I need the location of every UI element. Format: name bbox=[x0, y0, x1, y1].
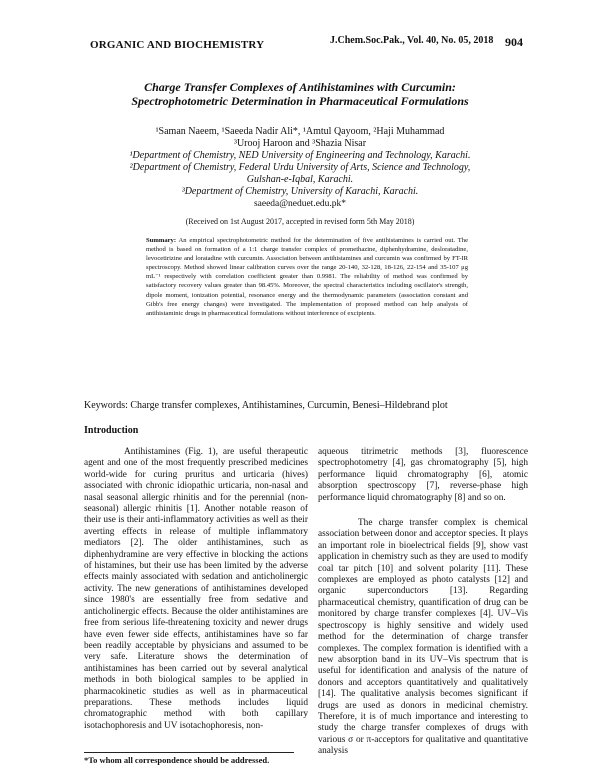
authors-line-1: ¹Saman Naeem, ¹Saeeda Nadir Ali*, ¹Amtul Qayoom, ²Haji Muhammad bbox=[155, 126, 445, 137]
title-line-2: Spectrophotometric Determination in Pharmaceutical Formulations bbox=[131, 94, 469, 108]
introduction-heading: Introduction bbox=[84, 425, 139, 436]
right-column bbox=[318, 447, 528, 758]
footnote-rule bbox=[84, 752, 294, 753]
paper-title bbox=[80, 80, 520, 108]
corresponding-email: saeeda@neduet.edu.pk* bbox=[253, 199, 347, 209]
abstract bbox=[146, 236, 468, 318]
affiliations bbox=[80, 150, 520, 198]
author-list bbox=[80, 126, 520, 150]
intro-paragraph-1-cont: aqueous titrimetric methods [3], fluorescence spectrophotometry [4], gas chromatography [5], high performance liquid chromatography [6], atomic absorption spectroscopy [7], reverse-phase high performance liquid chromatography [8] and so on. bbox=[318, 447, 528, 503]
title-line-1: Charge Transfer Complexes of Antihistamines with Curcumin: bbox=[144, 80, 456, 94]
left-column bbox=[84, 447, 308, 732]
affiliation-3: ³Department of Chemistry, University of Karachi, Karachi. bbox=[181, 186, 419, 197]
section-header: ORGANIC AND BIOCHEMISTRY bbox=[90, 39, 265, 51]
journal-citation: J.Chem.Soc.Pak., Vol. 40, No. 05, 2018 bbox=[330, 35, 494, 46]
affiliation-2: ²Department of Chemistry, Federal Urdu University of Arts, Science and Technology, bbox=[129, 162, 471, 173]
abstract-text: An empirical spectrophotometric method for the determination of five antihistamines is carried out. The method is based on formation of a 1:1 charge transfer complex of promethazine, diphenhydramine, desloratadine, levocetirizine and loratadine with curcumin. Association between antihistamines and curcumin was confirmed by FT-IR spectroscopy. Method showed linear calibration curves over the range 20-140, 32-128, 18-126, 22-154 and 35-107 μg mL⁻¹ respectively with correlation coefficient greater than 0.9981. The reliability of method was confirmed by satisfactory recovery values greater than 98.45%. Moreover, the spectral characteristics including oscillator's strength, dipole moment, ionization potential, resonance energy and the thermodynamic parameters (association constant and Gibb's free energy changes) were investigated. The implementation of proposed method can help analysis of antihistaminic drugs in pharmaceutical formulations without interference of excipients. bbox=[146, 237, 468, 317]
received-dates: (Received on 1st August 2017, accepted in revised form 5th May 2018) bbox=[185, 217, 415, 226]
footnote: *To whom all correspondence should be addressed. bbox=[84, 755, 270, 765]
affiliation-1: ¹Department of Chemistry, NED University of Engineering and Technology, Karachi. bbox=[129, 150, 471, 161]
intro-paragraph-1: Antihistamines (Fig. 1), are useful therapeutic agent and one of the most frequently prescribed medicines world-wide for curing pruritus and urticaria (hives) associated with chronic idiopathic urticaria, non-nasal and nasal seasonal allergic rhinitis and for the perennial (non-seasonal) allergic rhinitis [1]. Another notable reason of their use is their anti-inflammatory activities as well as their averting effects in release of multiple inflammatory mediators [2]. The older antihistamines, such as diphenhydramine are very effective in blocking the actions of histamines, but their use has been limited by the adverse effects mainly associated with sedation and anticholinergic activity. The new generations of antihistamines developed since 1980's are essentially free from sedative and anticholinergic effects. Because the older antihistamines are free from serious life-threatening toxicity and newer drugs have even fewer side effects, antihistamines have so far been readily acceptable by physicians and assumed to be very safe. Literature shows the determination of antihistamines has been carried out by several analytical methods in both biological samples to be applied in pharmacokinetic studies as well as in pharmaceutical preparations. These methods includes liquid chromatographic method with both capillary isotachophoresis and UV isotachophoresis, non- bbox=[84, 447, 308, 731]
abstract-label: Summary: bbox=[146, 237, 177, 244]
authors-line-2: ³Urooj Haroon and ³Shazia Nisar bbox=[233, 138, 367, 149]
page-number: 904 bbox=[505, 35, 523, 49]
affiliation-2-cont: Gulshan-e-Iqbal, Karachi. bbox=[246, 174, 354, 185]
intro-paragraph-2: The charge transfer complex is chemical association between donor and acceptor species. It plays an important role in bioelectrical fields [9], show vast application in chemistry such as they are used to modify coal tar pitch [10] and solvent polarity [11]. These complexes are employed as photo catalysts [12] and organic superconductors [13]. Regarding pharmaceutical chemistry, quantification of drug can be monitored by charge transfer complexes [4]. UV–Vis spectroscopy is highly sensitive and widely used method for the determination of charge transfer complexes. The complex formation is identified with a new absorption band in its UV–Vis spectrum that is useful for identification and analysis of the nature of donors and acceptors quantitatively and qualitatively [14]. The qualitative analysis becomes significant if drugs are used as donors in medicinal chemistry. Therefore, it is of much importance and interesting to study the charge transfer complexes of drugs with various σ or π-acceptors for qualitative and quantitative analysis bbox=[318, 518, 528, 757]
keywords: Keywords: Charge transfer complexes, Antihistamines, Curcumin, Benesi–Hildebrand plot bbox=[84, 400, 448, 411]
